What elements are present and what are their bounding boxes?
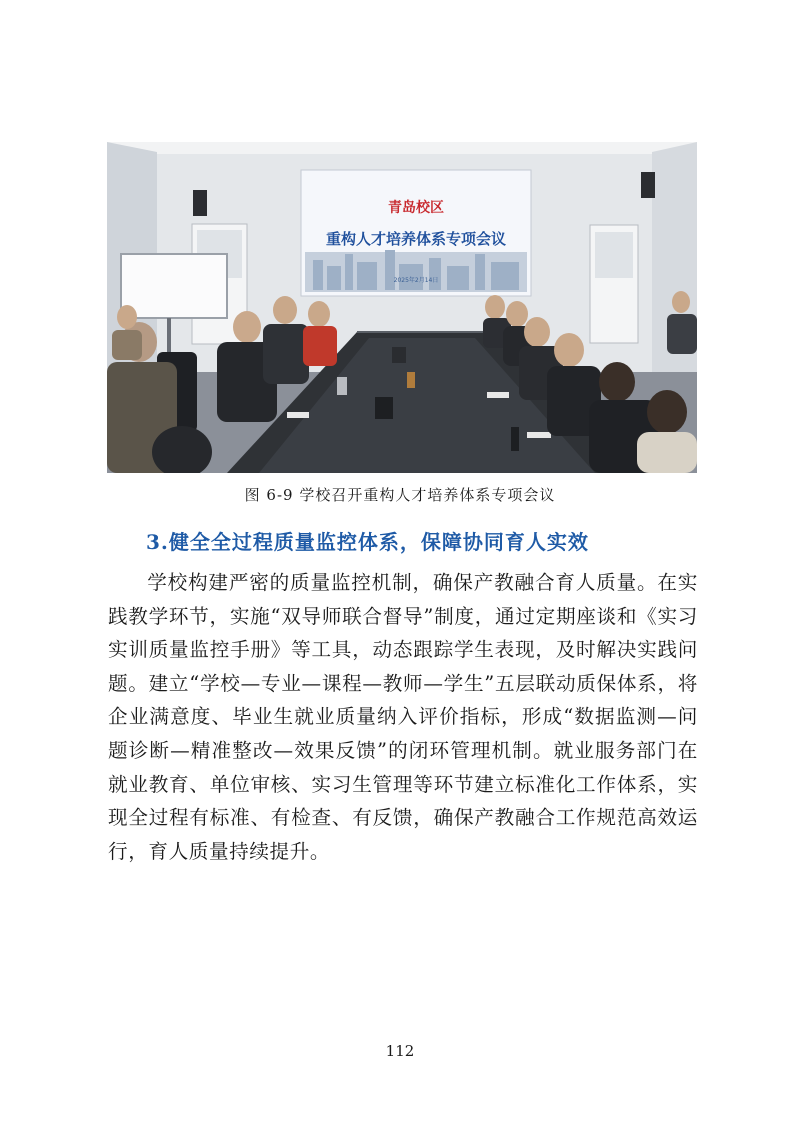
page-number: 112	[385, 1042, 415, 1060]
screen-subtitle: 重构人才培养体系专项会议	[325, 230, 507, 248]
section-heading: 3.健全全过程质量监控体系，保障协同育人实效	[146, 530, 589, 554]
body-paragraph: 学校构建严密的质量监控机制，确保产教融合育人质量。在实践教学环节，实施“双导师联合督导”制度，通过定期座谈和《实习实训质量监控手册》等工具，动态跟踪学生表现，及时解决实践问题。建立“学校—专业—课程—教师—学生”五层联动质保体系，将企业满意度、毕业生就业质量纳入评价指标，形成“数据监测—问题诊断—精准整改—效果反馈”的闭环管理机制。就业服务部门在就业教育、单位审核、实习生管理等环节建立标准化工作体系，实现全过程有标准、有检查、有反馈，确保产教融合工作规范高效运行，育人质量持续提升。	[108, 571, 698, 863]
screen-date: 2025年2月14日	[393, 277, 439, 284]
meeting-photo	[107, 142, 697, 473]
screen-title: 青岛校区	[388, 200, 444, 216]
figure-caption: 图 6-9 学校召开重构人才培养体系专项会议	[244, 486, 556, 504]
